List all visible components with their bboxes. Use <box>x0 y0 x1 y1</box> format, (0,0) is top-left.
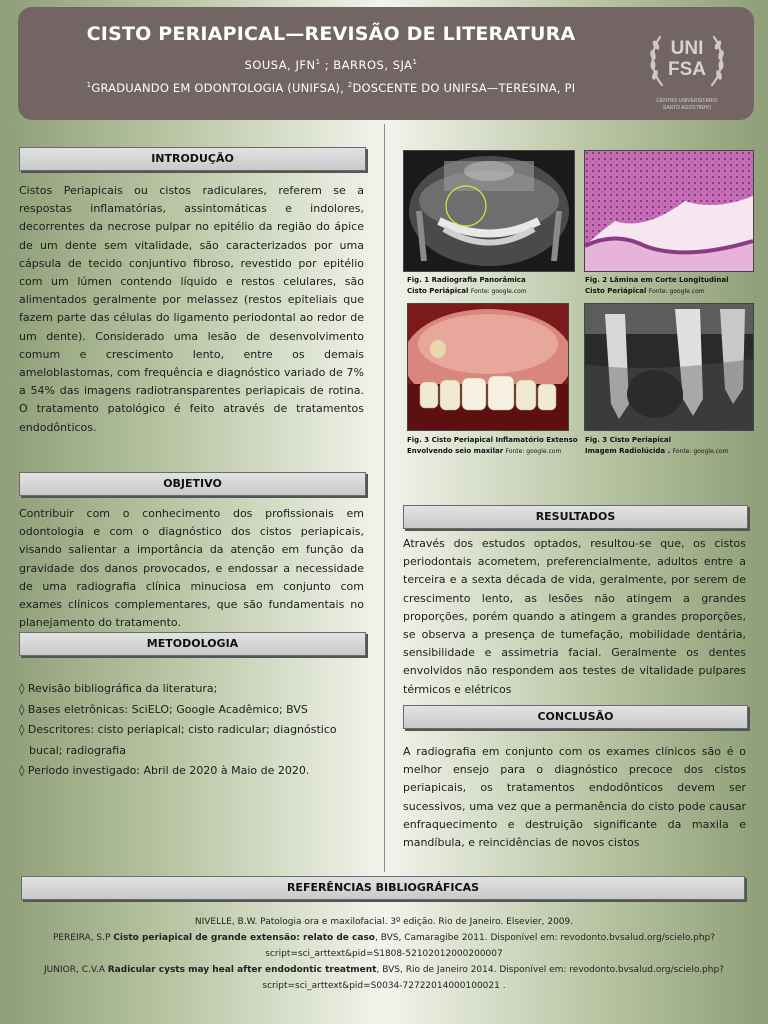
authors-sup-2: 1 <box>412 58 418 67</box>
ref2-rest: , BVS, Camaragibe 2011. Disponível em: revodonto.bvsalud.org/scielo.php? <box>374 933 716 943</box>
introducao-body: Cistos Periapicais ou cistos radiculares, referem se a respostas inflamatórias, assintomáticas e indolores, decorrentes da necrose pulpar no epitélio da região do ápice de um dente sem vitalidade, são caracterizados por uma cápsula de tecido conjuntivo fibroso, revestido por epitélio com um lúmen contendo líquido e restos celulares, são alimentados geralmente por melassez (restos epiteliais que fazem parte das células do ligamento periodontal ao redor de um dente). Considerado uma lesão de desenvolvimento comum e crescimento lento, entre os demais ameloblastomas, com frequência e diagnóstico variado de 7% a 54% das imagens radiotransparentes periapicais de rotina. O tratamento patológico é feito através de tratamentos endodônticos. <box>19 184 364 434</box>
unifsa-logo <box>642 23 732 111</box>
references-list <box>30 914 738 994</box>
poster-header <box>18 7 754 120</box>
figure-clinical-photo <box>407 303 569 431</box>
fig2-subtitle-line <box>585 286 757 297</box>
fig4-source: Fonte: google.com <box>672 448 729 455</box>
reference-item-3-link: script=sci_arttext&pid=S0034-72722014000100021 . <box>262 981 506 991</box>
section-heading-introducao: INTRODUÇÃO <box>19 147 366 171</box>
list-item: ◊ Bases eletrônicas: SciELO; Google Acadêmico; BVS <box>19 702 308 716</box>
fig3-source: Fonte: google.com <box>505 448 562 455</box>
column-divider <box>384 124 385 872</box>
logo-text-line1: UNI <box>670 38 704 59</box>
fig3-subtitle-line <box>407 446 579 457</box>
fig2-subtitle: Cisto Periápical <box>585 287 647 295</box>
reference-item-2 <box>30 930 738 946</box>
section-heading-metodologia: METODOLOGIA <box>19 632 366 656</box>
figure-panoramic-radiograph <box>403 150 575 272</box>
fig1-subtitle: Cisto Periápical <box>407 287 469 295</box>
fig2-source: Fonte: google.com <box>648 288 705 295</box>
figure-caption-4 <box>585 435 757 457</box>
metodologia-list <box>19 679 364 782</box>
logo-sub2: SANTO AGOSTINHO <box>662 105 712 111</box>
affil-text-a: GRADUANDO EM ODONTOLOGIA (UNIFSA), <box>91 81 348 95</box>
logo-text-line2: FSA <box>668 59 706 80</box>
list-item: ◊ Revisão bibliográfica da literatura; <box>19 682 218 695</box>
ref2-title: Cisto periapical de grande extensão: relato de caso <box>113 933 375 943</box>
section-heading-referencias: REFERÊNCIAS BIBLIOGRÁFICAS <box>21 876 745 900</box>
list-item: ◊ Período investigado: Abril de 2020 à Maio de 2020. <box>19 764 310 777</box>
fig1-source: Fonte: google.com <box>470 288 527 295</box>
fig4-subtitle: Imagem Radiolúcida . <box>585 447 671 455</box>
affil-sup-2: 2 <box>347 81 353 90</box>
conclusao-body: A radiografia em conjunto com os exames clínicos são é o melhor ensejo para o diagnóstico precoce dos cistos periapicais, os tratamentos endodônticos devem ser sucessivos, uma vez que a permanência do cisto pode causar enfraquecimento e destruição significante da maxila e mandíbula, e reincidências de novos cistos <box>403 745 746 850</box>
ref3-title: Radicular cysts may heal after endodontic treatment <box>107 965 377 975</box>
figure-caption-1 <box>407 275 579 297</box>
ref2-author: PEREIRA, S.P <box>52 933 114 943</box>
fig2-title: Fig. 2 Lâmina em Corte Longitudinal <box>585 276 729 284</box>
affiliation-line <box>18 81 644 95</box>
fig4-subtitle-line <box>585 446 757 457</box>
ref3-author: JUNIOR, C.V.A <box>44 965 108 975</box>
fig1-subtitle-line <box>407 286 579 297</box>
fig3-subtitle: Envolvendo seio maxilar <box>407 447 504 455</box>
section-heading-objetivo: OBJETIVO <box>19 472 366 496</box>
affil-text-b: DOSCENTE DO UNIFSA—TERESINA, PI <box>352 81 576 95</box>
section-heading-conclusao: CONCLUSÃO <box>403 705 748 729</box>
list-item: ◊ Descritores: cisto periapical; cisto radicular; diagnóstico bucal; radiografia <box>19 723 337 757</box>
resultados-body: Através dos estudos optados, resultou-se que, os cistos periodontais acometem, preferencialmente, adultos entre a terceira e a sexta década de vida, geralmente, por serem de crescimento lento, as lesões não atingem a grandes proporções, porém quando a atingem a grandes proporções, se observa a presença de tumefação, mobilidade dentária, sensibilidade e assimetria facial. Geralmente os dentes envolvidos não respondem aos testes de vitalidade pulpares térmicos e elétricos <box>403 537 746 696</box>
figure-periapical-radiograph <box>584 303 754 431</box>
poster-title: CISTO PERIAPICAL—REVISÃO DE LITERATURA <box>86 23 576 45</box>
figure-caption-2 <box>585 275 757 297</box>
objetivo-body: Contribuir com o conhecimento dos profissionais em odontologia e com o diagnóstico dos cistos periapicais, visando salientar a importância da atenção em função da gravidade dos danos provocados, e endossar a necessidade de uma radiografia clínica minuciosa em conjunto com exames clínicos complementares, que são fundamentais no planejamento do tratamento. <box>19 507 364 630</box>
figure-caption-3 <box>407 435 579 457</box>
reference-item-3 <box>30 962 738 978</box>
section-heading-resultados: RESULTADOS <box>403 505 748 529</box>
reference-item-1: NIVELLE, B.W. Patologia ora e maxilofacial. 3º edição. Rio de Janeiro. Elsevier, 2009. <box>194 917 574 927</box>
authors-line <box>18 58 644 72</box>
affil-sup-1: 1 <box>86 81 92 90</box>
logo-sub1: CENTRO UNIVERSITÁRIO <box>656 98 718 104</box>
reference-item-2-link: script=sci_arttext&pid=S1808-52102012000200007 <box>265 949 503 959</box>
fig3-title: Fig. 3 Cisto Periapical Inflamatório Extenso <box>407 436 578 444</box>
ref3-rest: , BVS, Rio de Janeiro 2014. Disponível em: revodonto.bvsalud.org/scielo.php? <box>376 965 724 975</box>
authors-sup-1: 1 <box>315 58 321 67</box>
fig4-title: Fig. 3 Cisto Periapical <box>585 436 672 444</box>
fig1-title: Fig. 1 Radiografia Panorâmica <box>407 276 526 284</box>
authors-text-b: ; BARROS, SJA <box>320 58 413 72</box>
authors-text-a: SOUSA, JFN <box>244 58 316 72</box>
figure-histology-slide <box>584 150 754 272</box>
